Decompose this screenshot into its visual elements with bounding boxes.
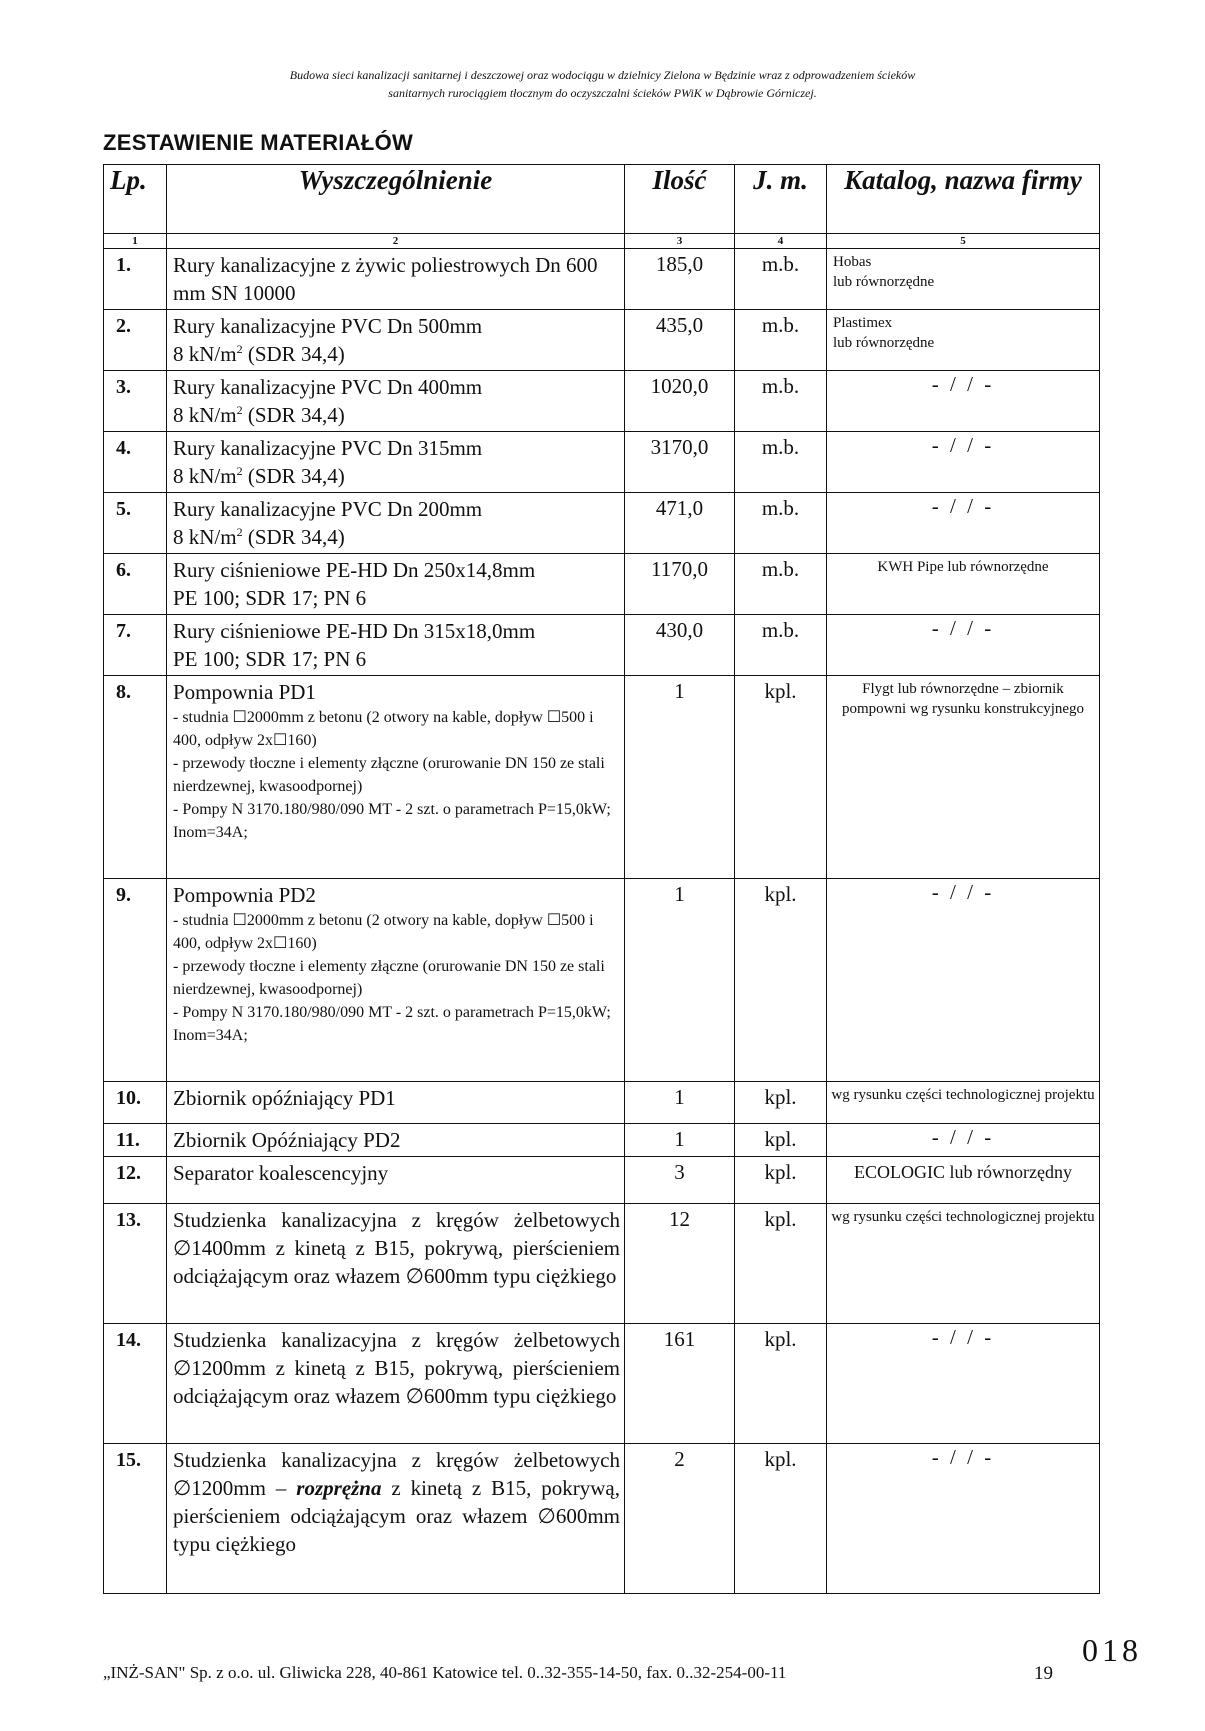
table-row <box>104 493 1100 554</box>
row-unit: kpl. <box>735 1324 827 1444</box>
table-row <box>104 1204 1100 1324</box>
row-catalog <box>827 1324 1100 1444</box>
row-catalog <box>827 310 1100 371</box>
row-unit: kpl. <box>735 1204 827 1324</box>
row-number: 7. <box>104 615 167 676</box>
header-description: Wyszczególnienie <box>167 165 625 234</box>
description-line: Rury kanalizacyjne PVC Dn 500mm <box>173 314 483 338</box>
row-quantity: 471,0 <box>625 493 735 554</box>
row-number: 15. <box>104 1444 167 1594</box>
row-unit: m.b. <box>735 615 827 676</box>
description-fragment: 8 kN/m <box>173 403 237 427</box>
row-catalog <box>827 1124 1100 1157</box>
document-header <box>110 66 1095 102</box>
column-index: 5 <box>827 234 1100 249</box>
column-index: 3 <box>625 234 735 249</box>
header-quantity: Ilość <box>625 165 735 234</box>
row-number: 3. <box>104 371 167 432</box>
row-description: Studzienka kanalizacyjna z kręgów żelbetowych ∅1200mm z kinetą z B15, pokrywą, pierścieniem odciążającym oraz włazem ∅600mm typu ciężkiego <box>167 1324 625 1444</box>
row-unit: kpl. <box>735 1157 827 1204</box>
row-unit: kpl. <box>735 1082 827 1124</box>
row-unit: m.b. <box>735 249 827 310</box>
description-line <box>173 462 620 490</box>
row-quantity: 3170,0 <box>625 432 735 493</box>
ditto-mark: - / / - <box>931 880 995 904</box>
description-fragment: 8 kN/m <box>173 525 237 549</box>
description-line: PE 100; SDR 17; PN 6 <box>173 586 367 610</box>
description-details: - studnia ☐2000mm z betonu (2 otwory na kable, dopływ ☐500 i 400, odpływ 2x☐160) - przewody tłoczne i elementy złączne (orurowanie DN 150 ze stali nierdzewnej, kwasoodpornej) - Pompy N 3170.180/980/090 MT - 2 szt. o parametrach P=15,0kW; Inom=34A; <box>173 709 611 841</box>
row-catalog: KWH Pipe lub równorzędne <box>827 554 1100 615</box>
row-unit: m.b. <box>735 371 827 432</box>
row-quantity: 1170,0 <box>625 554 735 615</box>
row-description <box>167 879 625 1082</box>
row-quantity: 1 <box>625 676 735 879</box>
row-description: Separator koalescencyjny <box>167 1157 625 1204</box>
materials-table <box>103 164 1100 1594</box>
description-fragment: (SDR 34,4) <box>242 403 345 427</box>
row-unit: m.b. <box>735 493 827 554</box>
row-number: 9. <box>104 879 167 1082</box>
row-quantity: 1020,0 <box>625 371 735 432</box>
description-line: Rury ciśnieniowe PE-HD Dn 315x18,0mm <box>173 619 536 643</box>
description-fragment: Studzienka kanalizacyjna z kręgów żelbetowych ∅1200mm – <box>173 1448 620 1500</box>
table-header-row <box>104 165 1100 234</box>
row-catalog: wg rysunku części technologicznej projektu <box>827 1082 1100 1124</box>
description-line <box>173 340 620 368</box>
row-catalog <box>827 615 1100 676</box>
ditto-mark: - / / - <box>931 1445 995 1469</box>
superscript: 2 <box>236 464 243 478</box>
description-details: - studnia ☐2000mm z betonu (2 otwory na kable, dopływ ☐500 i 400, odpływ 2x☐160) - przewody tłoczne i elementy złączne (orurowanie DN 150 ze stali nierdzewnej, kwasoodpornej) - Pompy N 3170.180/980/090 MT - 2 szt. o parametrach P=15,0kW; Inom=34A; <box>173 912 611 1044</box>
catalog-line: Plastimex <box>833 315 893 331</box>
row-number: 1. <box>104 249 167 310</box>
row-unit: m.b. <box>735 554 827 615</box>
row-number: 14. <box>104 1324 167 1444</box>
row-unit: kpl. <box>735 676 827 879</box>
table-row <box>104 249 1100 310</box>
row-catalog: wg rysunku części technologicznej projektu <box>827 1204 1100 1324</box>
table-row <box>104 310 1100 371</box>
catalog-line: lub równorzędne <box>833 274 935 290</box>
row-catalog <box>827 371 1100 432</box>
row-description: Rury kanalizacyjne z żywic poliestrowych Dn 600 mm SN 10000 <box>167 249 625 310</box>
description-fragment: (SDR 34,4) <box>242 525 345 549</box>
row-quantity: 435,0 <box>625 310 735 371</box>
row-unit: m.b. <box>735 432 827 493</box>
row-description <box>167 310 625 371</box>
row-unit: kpl. <box>735 1124 827 1157</box>
table-row <box>104 1444 1100 1594</box>
row-catalog <box>827 1444 1100 1594</box>
column-index: 4 <box>735 234 827 249</box>
row-description <box>167 676 625 879</box>
row-number: 11. <box>104 1124 167 1157</box>
row-unit: kpl. <box>735 1444 827 1594</box>
row-unit: m.b. <box>735 310 827 371</box>
row-description <box>167 615 625 676</box>
description-line <box>173 401 620 429</box>
row-quantity: 161 <box>625 1324 735 1444</box>
table-row <box>104 371 1100 432</box>
row-description: Zbiornik Opóźniający PD2 <box>167 1124 625 1157</box>
table-row <box>104 554 1100 615</box>
ditto-mark: - / / - <box>931 1125 995 1149</box>
row-number: 8. <box>104 676 167 879</box>
table-row <box>104 676 1100 879</box>
row-catalog <box>827 432 1100 493</box>
row-quantity: 1 <box>625 1082 735 1124</box>
header-unit: J. m. <box>735 165 827 234</box>
row-number: 4. <box>104 432 167 493</box>
description-fragment: 8 kN/m <box>173 464 237 488</box>
page-number: 19 <box>1034 1663 1053 1684</box>
row-quantity: 1 <box>625 879 735 1082</box>
row-number: 2. <box>104 310 167 371</box>
ditto-mark: - / / - <box>931 372 995 396</box>
ditto-mark: - / / - <box>931 1325 995 1349</box>
description-line: Rury ciśnieniowe PE-HD Dn 250x14,8mm <box>173 558 536 582</box>
row-description <box>167 1444 625 1594</box>
row-description <box>167 493 625 554</box>
description-fragment: 8 kN/m <box>173 342 237 366</box>
superscript: 2 <box>236 342 243 356</box>
description-line <box>173 523 620 551</box>
description-line: PE 100; SDR 17; PN 6 <box>173 647 367 671</box>
emphasis-text: rozprężna <box>296 1476 382 1500</box>
table-row <box>104 1157 1100 1204</box>
row-description: Zbiornik opóźniający PD1 <box>167 1082 625 1124</box>
table-row <box>104 432 1100 493</box>
row-quantity: 1 <box>625 1124 735 1157</box>
ditto-mark: - / / - <box>931 433 995 457</box>
header-lp: Lp. <box>104 165 167 234</box>
table-row <box>104 1324 1100 1444</box>
row-quantity: 2 <box>625 1444 735 1594</box>
row-number: 10. <box>104 1082 167 1124</box>
superscript: 2 <box>236 525 243 539</box>
table-row <box>104 1124 1100 1157</box>
row-quantity: 3 <box>625 1157 735 1204</box>
row-catalog <box>827 493 1100 554</box>
ditto-mark: - / / - <box>931 616 995 640</box>
description-fragment: z kinetą z B15, pokrywą, pierścieniem odciążającym oraz włazem ∅600mm typu ciężkiego <box>173 1476 620 1556</box>
ditto-mark: - / / - <box>931 494 995 518</box>
row-quantity: 430,0 <box>625 615 735 676</box>
description-fragment: (SDR 34,4) <box>242 342 345 366</box>
row-description <box>167 371 625 432</box>
row-number: 6. <box>104 554 167 615</box>
row-catalog <box>827 879 1100 1082</box>
row-catalog: ECOLOGIC lub równorzędny <box>827 1157 1100 1204</box>
footer-company-info: „INŻ-SAN" Sp. z o.o. ul. Gliwicka 228, 40-861 Katowice tel. 0..32-355-14-50, fax. 0..32-254-00-11 <box>103 1663 787 1682</box>
section-title: ZESTAWIENIE MATERIAŁÓW <box>103 130 414 155</box>
catalog-line: Hobas <box>833 254 872 270</box>
catalog-line: lub równorzędne <box>833 335 935 351</box>
row-catalog <box>827 249 1100 310</box>
description-line: Rury kanalizacyjne PVC Dn 400mm <box>173 375 483 399</box>
description-fragment: (SDR 34,4) <box>242 464 345 488</box>
sheet-stamp-number: 018 <box>1082 1632 1142 1668</box>
column-index-row <box>104 234 1100 249</box>
header-catalog: Katalog, nazwa firmy <box>827 165 1100 234</box>
row-description <box>167 432 625 493</box>
table-row <box>104 879 1100 1082</box>
row-description <box>167 554 625 615</box>
row-unit: kpl. <box>735 879 827 1082</box>
header-line-2: sanitarnych rurociągiem tłocznym do oczyszczalni ścieków PWiK w Dąbrowie Górniczej. <box>388 86 817 100</box>
description-line: Rury kanalizacyjne PVC Dn 200mm <box>173 497 483 521</box>
header-line-1: Budowa sieci kanalizacji sanitarnej i deszczowej oraz wodociągu w dzielnicy Zielona w Będzinie wraz z odprowadzeniem ścieków <box>289 68 916 82</box>
row-number: 12. <box>104 1157 167 1204</box>
row-quantity: 12 <box>625 1204 735 1324</box>
row-number: 5. <box>104 493 167 554</box>
superscript: 2 <box>236 403 243 417</box>
column-index: 2 <box>167 234 625 249</box>
description-line: Pompownia PD2 <box>173 883 316 907</box>
description-line: Rury kanalizacyjne PVC Dn 315mm <box>173 436 483 460</box>
row-description: Studzienka kanalizacyjna z kręgów żelbetowych ∅1400mm z kinetą z B15, pokrywą, pierścieniem odciążającym oraz włazem ∅600mm typu ciężkiego <box>167 1204 625 1324</box>
column-index: 1 <box>104 234 167 249</box>
row-number: 13. <box>104 1204 167 1324</box>
table-row <box>104 1082 1100 1124</box>
table-row <box>104 615 1100 676</box>
row-quantity: 185,0 <box>625 249 735 310</box>
row-catalog: Flygt lub równorzędne – zbiornik pompowni wg rysunku konstrukcyjnego <box>827 676 1100 879</box>
description-line: Pompownia PD1 <box>173 680 316 704</box>
